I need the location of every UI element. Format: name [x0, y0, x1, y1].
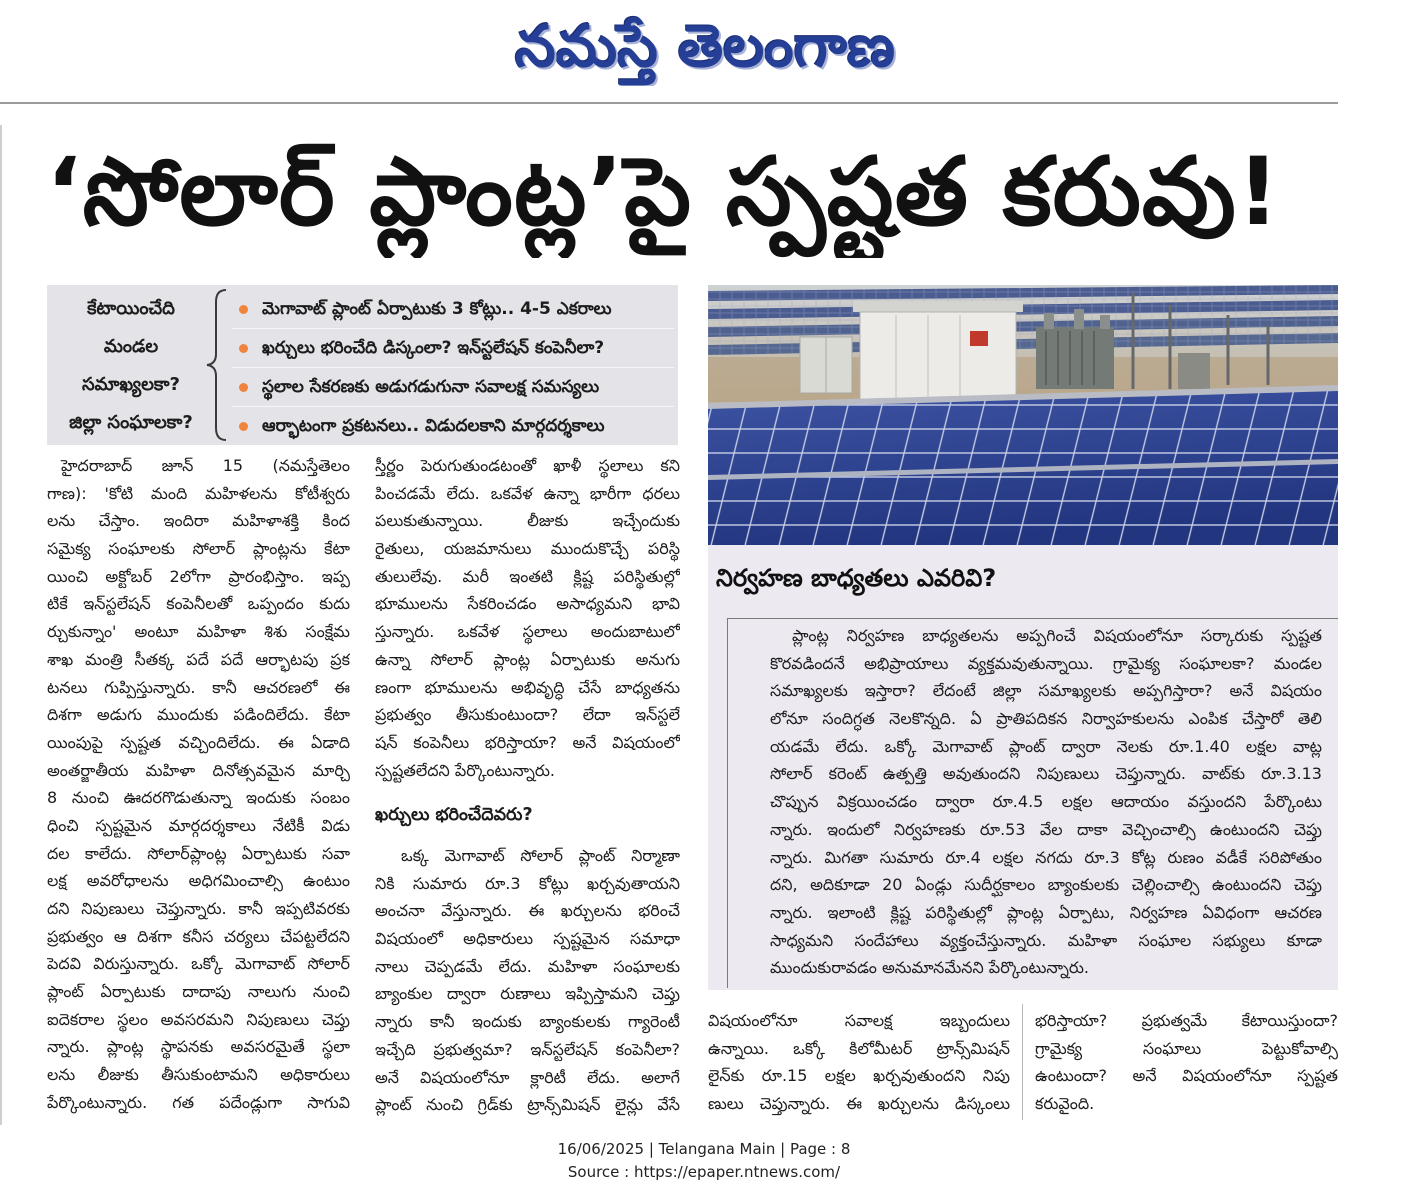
text-line: ప్రభుత్వం ఆ దిశగా కనీస చర్యలు చేపట్టలేదని	[47, 926, 350, 946]
text-line: భరిస్తాయా? ప్రభుత్వమే కేటాయిస్తుందా?	[1035, 1011, 1338, 1030]
text-line: గాణ): 'కోటి మంది మహిళలను కోటీశ్వరు	[47, 483, 350, 503]
bullet-dot-icon	[239, 305, 248, 314]
text-line: ణంగా భూములను అభివృద్ధి చేసే బాధ్యతను	[375, 677, 680, 697]
foreground-panels	[708, 385, 1338, 545]
text-line: హైదరాబాద్ జూన్ 15 (నమస్తేతెలం	[61, 456, 350, 475]
highlights-bullets	[232, 290, 674, 445]
bullet-text: ఖర్చులు భరించేది డిస్కంలా? ఇన్‌స్టలేషన్ కంపెనీలా?	[262, 338, 605, 358]
warning-sign	[970, 331, 988, 346]
text-line: అనే విషయంలోనూ క్లారిటీ లేదు. అలాగే	[375, 1067, 680, 1087]
text-line: స్తున్నారు. ఒకవేళ స్థలాలు అందుబాటులో	[375, 622, 680, 642]
text-line: ర్చుకున్నాం' అంటూ మహిళా శిశు సంక్షేమ	[47, 622, 350, 642]
text-line: ముందుకురావడం అనుమానమేనని పేర్కొంటున్నారు.	[770, 958, 1089, 978]
question-line: జిల్లా సంఘాలకా?	[69, 412, 193, 433]
text-line: ఉన్నా సోలార్ ప్లాంట్ల ఏర్పాటుకు అనుగు	[375, 649, 680, 669]
text-line: టికే ఇన్‌స్టలేషన్ కంపెనీలతో ఒప్పందం కుదు	[47, 594, 350, 614]
bullet-item	[232, 290, 674, 329]
text-line: ఉన్నాయి. ఒక్కో కిలోమీటర్ ట్రాన్స్‌మిషన్	[708, 1038, 1010, 1058]
article-column-2-intro	[375, 452, 680, 784]
text-line: పెదవి విరుస్తున్నారు. ఒక్కో మెగావాట్ సోలార్	[47, 954, 350, 974]
bullet-dot-icon	[239, 383, 248, 392]
text-line: యడమే లేదు. ఒక్కో మెగావాట్ ప్లాంట్ ద్వారా నెలకు రూ.1.40 లక్షల వాట్ల	[770, 736, 1322, 756]
highlights-question	[47, 290, 215, 442]
text-line: పేర్కొంటున్నారు. గత పదేండ్లుగా సాగువి	[47, 1092, 350, 1112]
text-line: అంతర్జాతీయ మహిళా దినోత్సవమైన మార్చి	[47, 760, 350, 780]
text-line: న్నారు కానీ ఇందుకు బ్యాంకులకు గ్యారెంటీ	[375, 1012, 680, 1032]
text-line: టనలు గుప్పిస్తున్నారు. కానీ ఆచరణలో ఈ	[47, 677, 350, 697]
text-line: సమాఖ్యలకు ఇస్తారా? లేదంటే జిల్లా సమాఖ్యలకు అప్పగిస్తారా? అనే విషయం	[770, 681, 1322, 701]
text-line: స్పష్టతలేదని పేర్కొంటున్నారు.	[375, 760, 555, 780]
question-line: మండల	[103, 336, 159, 357]
text-line: సమైక్య సంఘాలకు సోలార్ ప్లాంట్లను కేటా	[47, 539, 350, 559]
text-line: లోనూ సందిగ్ధత నెలకొన్నది. ఏ ప్రాతిపదికన నిర్వాహకులను ఎంపిక చేస్తారో తెలి	[770, 709, 1322, 729]
masthead-divider	[0, 102, 1338, 104]
text-line: న్నారు. మిగతా సుమారు రూ.4 లక్షల నగదు రూ.3 కోట్ల రుణం వడీకే సరిపోతుం	[770, 847, 1322, 867]
left-margin-rule	[0, 125, 2, 1125]
bullet-item	[232, 407, 674, 445]
text-line: లక్ష అవరోధాలను అధిగమించాల్సి ఉంటుం	[47, 871, 350, 891]
text-line: దని నిపుణులు చెప్తున్నారు. కానీ ఇప్పటివరకు	[47, 899, 350, 918]
text-line: లను చేస్తాం. ఇందిరా మహిళాశక్తి కింద	[47, 511, 350, 531]
text-line: లను లీజుకు తీసుకుంటామని అధికారులు	[47, 1065, 350, 1085]
text-line: తులులేవు. మరీ ఇంతటి క్లిష్ట పరిస్థితుల్లో	[375, 566, 680, 586]
text-line: విషయంలో అధికారులు స్పష్టమైన సమాధా	[375, 929, 680, 949]
text-line: చొప్పున విక్రయించడం ద్వారా రూ.4.5 లక్షల ఆదాయం వస్తుందని పేర్కొంటు	[770, 792, 1322, 812]
text-line: ప్రభుత్వం తీసుకుంటుందా? లేదా ఇన్‌స్టలే	[375, 705, 680, 725]
text-line: నికి సుమారు రూ.3 కోట్లు ఖర్చవుతాయని	[375, 873, 680, 893]
text-line: ఇచ్చేది ప్రభుత్వమా? ఇన్‌స్టలేషన్ కంపెనీలా?	[375, 1039, 680, 1059]
text-line: స్తీర్ణం పెరుగుతుండటంతో ఖాళీ స్థలాలు కని	[375, 456, 680, 475]
text-line: న్నారు. ప్లాంట్ల స్థాపనకు అవసరమైతే స్థలా	[47, 1037, 350, 1057]
article-column-3	[708, 1007, 1010, 1118]
bullet-dot-icon	[239, 344, 248, 353]
inverter-room	[853, 301, 1023, 402]
article-subhead: ఖర్చులు భరించేదెవరు?	[375, 805, 533, 825]
text-line: పలుకుతున్నాయి. లీజుకు ఇచ్చేందుకు	[375, 511, 680, 531]
text-line: గ్రామైక్య సంఘాలు పెట్టుకోవాల్సి	[1035, 1038, 1338, 1058]
article-column-2-body	[375, 842, 680, 1119]
text-line: దల కాలేదు. సోలార్‌ప్లాంట్ల ఏర్పాటుకు సవా	[47, 843, 350, 863]
text-line: యించి అక్టోబర్ 2లోగా ప్రారంభిస్తాం. ఇప్ప	[47, 566, 350, 586]
footer-source-link[interactable]: Source : https://epaper.ntnews.com/	[567, 1163, 841, 1181]
junction-box	[1178, 353, 1210, 389]
text-line: విషయంలోనూ సవాలక్ష ఇబ్బందులు	[708, 1011, 1010, 1030]
bullet-dot-icon	[239, 422, 248, 431]
footer-edition-line: 16/06/2025 | Telangana Main | Page : 8	[557, 1140, 851, 1158]
bullet-text: స్థలాల సేకరణకు అడుగడుగునా సవాలక్ష సమస్యలు	[262, 377, 600, 397]
text-line: కరువైంది.	[1035, 1094, 1095, 1114]
sidebar-heading: నిర్వహణ బాధ్యతలు ఎవరివి?	[716, 564, 997, 592]
bullet-text: మెగావాట్ ప్లాంట్ ఏర్పాటుకు 3 కోట్లు.. 4-5 ఎకరాలు	[262, 299, 612, 319]
text-line: ఐదెకరాల స్థలం అవసరమని నిపుణులు చెప్తు	[47, 1009, 350, 1029]
text-line: పించడమే లేదు. ఒకవేళ ఉన్నా భారీగా ధరలు	[375, 483, 680, 503]
text-line: సోలార్ కరెంట్ ఉత్పత్తి అవుతుందని నిపుణులు చెప్తున్నారు. వాట్‌కు రూ.3.13	[770, 764, 1322, 784]
text-line: ప్లాంట్ ఏర్పాటుకు దాదాపు నాలుగు నుంచి	[47, 982, 350, 1002]
text-line: కొరవడిందనే అభిప్రాయాలు వ్యక్తమవుతున్నాయి. గ్రామైక్య సంఘాలకా? మండల	[770, 653, 1322, 673]
solar-plant-photo	[708, 285, 1338, 545]
bullet-item	[232, 368, 674, 407]
text-line: ప్లాంట్ల నిర్వహణ బాధ్యతలను అప్పగించే విషయంలోనూ సర్కారుకు స్పష్టత	[792, 626, 1322, 645]
text-line: ప్లాంట్ నుంచి గ్రిడ్‌కు ట్రాన్స్‌మిషన్ లైన్లు వేసే	[375, 1095, 680, 1115]
text-line: నాలు చెప్పడమే లేదు. మహిళా సంఘాలకు	[375, 956, 680, 976]
text-line: ధించి స్పష్టమైన మార్గదర్శకాలు నేటికీ విడు	[47, 815, 350, 835]
headline: ‘సోలార్ ప్లాంట్ల’పై స్పష్టత కరువు!	[46, 138, 1281, 247]
column-divider	[1022, 1004, 1023, 1120]
sidebar-body	[770, 622, 1322, 982]
text-line: ఒక్క మెగావాట్ సోలార్ ప్లాంట్ నిర్మాణా	[401, 846, 680, 865]
text-line: సాధ్యమని సందేహాలు వ్యక్తంచేస్తున్నారు. మహిళా సంఘాల సభ్యులు కూడా	[770, 930, 1322, 950]
question-line: కేటాయించేది	[87, 298, 175, 319]
solar-plant-illustration	[708, 285, 1338, 545]
masthead-title: నమస్తే తెలంగాణ	[515, 12, 895, 80]
text-line: ణులు చెప్తున్నారు. ఈ ఖర్చులను డిస్కంలు	[708, 1094, 1010, 1114]
text-line: అంచనా వేస్తున్నారు. ఈ ఖర్చులను భరించే	[375, 901, 680, 921]
text-line: దిశగా అడుగు ముందుకు పడిందిలేదు. కేటా	[47, 705, 350, 725]
text-line: న్నారు. ఇలాంటి క్లిష్ట పరిస్థితుల్లో ప్లాంట్ల ఏర్పాటు, నిర్వహణ ఏవిధంగా ఆచరణ	[770, 902, 1322, 922]
article-column-4	[1035, 1007, 1338, 1118]
text-line: యింపుపై స్పష్టత వచ్చిందిలేదు. ఈ ఏడాది	[47, 732, 350, 752]
text-line: దని, అదికూడా 20 ఏండ్లు సుదీర్ఘకాలం బ్యాంకులకు చెల్లించాల్సి ఉంటుందని చెప్తు	[770, 875, 1322, 895]
text-line: బ్యాంకుల ద్వారా రుణాలు ఇప్పిస్తామని చెప్తు	[375, 984, 680, 1004]
text-line: శాఖ మంత్రి సీతక్క పదే పదే ఆర్భాటపు ప్రక	[47, 649, 350, 669]
curly-brace-icon	[204, 288, 230, 442]
question-line: సమాఖ్యలకా?	[82, 374, 180, 395]
article-column-1	[47, 452, 350, 1117]
text-line: రైతులు, యజమానులు ముందుకొచ్చే పరిస్థి	[375, 539, 680, 559]
transformer	[1036, 309, 1114, 389]
text-line: లైన్‌కు రూ.15 లక్షల ఖర్చవుతుందని నిపు	[708, 1066, 1010, 1086]
text-line: ఉంటుందా? అనే విషయంలోనూ స్పష్టత	[1035, 1066, 1338, 1086]
side-cabinet	[800, 337, 852, 393]
text-line: షన్ కంపెనీలు భరిస్తాయా? అనే విషయంలో	[375, 732, 680, 752]
text-line: భూములను సేకరించడం అసాధ్యమని భావి	[375, 594, 680, 614]
text-line: న్నారు. ఇందులో నిర్వహణకు రూ.53 వేల దాకా వెచ్చించాల్సి ఉంటుందని చెప్తు	[770, 819, 1322, 839]
bullet-text: ఆర్భాటంగా ప్రకటనలు.. విడుదలకాని మార్గదర్శకాలు	[262, 416, 605, 436]
bullet-item	[232, 329, 674, 368]
text-line: 8 నుంచి ఊదరగొడుతున్నా ఇందుకు సంబం	[47, 788, 350, 808]
